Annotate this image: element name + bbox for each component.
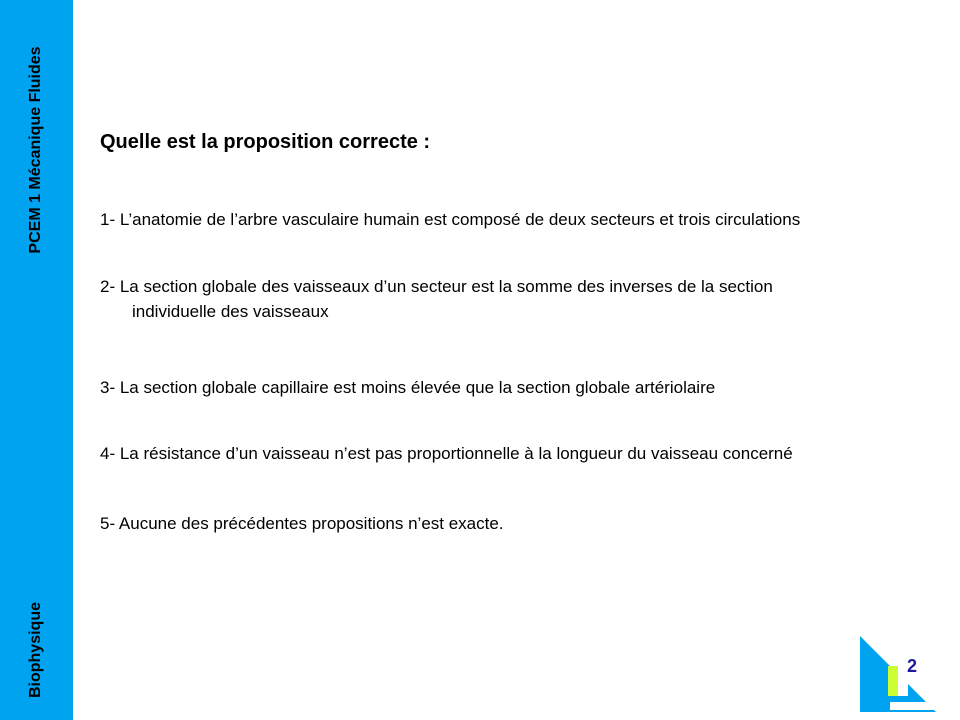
option-4 bbox=[100, 441, 793, 466]
question-title: Quelle est la proposition correcte : bbox=[100, 131, 431, 153]
option-1-text: 1- L’anatomie de l’arbre vasculaire humain est composé de deux secteurs et trois circulations bbox=[100, 210, 801, 229]
option-2-text: 2- La section globale des vaisseaux d’un secteur est la somme des inverses de la section bbox=[100, 277, 773, 296]
option-2-continuation: individuelle des vaisseaux bbox=[132, 302, 329, 321]
option-2 bbox=[100, 274, 773, 324]
option-5 bbox=[100, 511, 504, 536]
option-5-text: 5- Aucune des précédentes propositions n’est exacte. bbox=[100, 514, 504, 533]
corner-logo-icon bbox=[860, 636, 936, 712]
subject-title: Biophysique bbox=[27, 601, 44, 699]
option-3-text: 3- La section globale capillaire est moins élevée que la section globale artériolaire bbox=[100, 378, 716, 397]
page-number: 2 bbox=[906, 656, 917, 676]
option-4-text: 4- La résistance d’un vaisseau n’est pas proportionnelle à la longueur du vaisseau concerné bbox=[100, 444, 793, 463]
course-title: PCEM 1 Mécanique Fluides bbox=[27, 46, 44, 254]
option-3 bbox=[100, 375, 715, 400]
option-1 bbox=[100, 207, 800, 232]
sidebar bbox=[0, 0, 73, 720]
